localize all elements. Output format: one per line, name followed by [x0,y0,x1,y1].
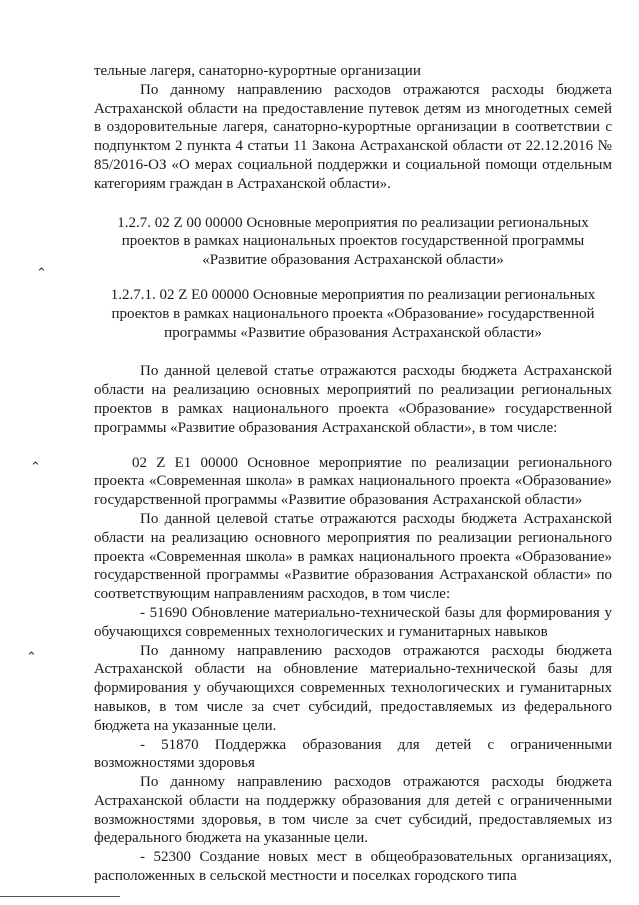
margin-mark-2: ⌃ [30,459,41,474]
paragraph-51690: - 51690 Обновление материально-технической базы для формирования у обучающихся современных технологических и гуманитарных навыков [94,604,612,640]
document-body [94,62,612,886]
section-heading-1-2-7-1: 1.2.7.1. 02 Z E0 00000 Основные мероприятия по реализации региональных проектов в рамках национального проекта «Образование» государственной программы «Развитие образования Астраханской области» [110,286,596,341]
paragraph-modern-school: 02 Z E1 00000 Основное мероприятие по реализации регионального проекта «Современная школа» в рамках национального проекта «Образование» государственной программы «Развитие образования Астраханской области» [94,454,612,509]
paragraph-direction-vouchers: По данному направлению расходов отражаются расходы бюджета Астраханской области на предоставление путевок детям из многодетных семей в оздоровительные лагеря, санаторно-курортные организации в соответствии с подпунктом 2 пункта 4 статьи 11 Закона Астраханской области от 22.12.2016 № 85/2016-ОЗ «О мерах социальной поддержки и социальной помощи отдельным категориям граждан в Астраханской области». [94,81,612,192]
paragraph-51870-description: По данному направлению расходов отражаются расходы бюджета Астраханской области на поддержку образования для детей с ограниченными возможностями здоровья, в том числе за счет субсидий, предоставляемых из федерального бюджета на указанные цели. [94,774,612,847]
paragraph-target-article: По данной целевой статье отражаются расходы бюджета Астраханской области на реализацию основных мероприятий по реализации региональных проектов в рамках национального проекта «Образование» государственной программы «Развитие образования Астраханской области», в том числе: [94,363,612,436]
paragraph-51870: - 51870 Поддержка образования для детей с ограниченными возможностями здоровья [94,736,612,772]
paragraph-continuation: тельные лагеря, санаторно-курортные организации [94,63,421,79]
paragraph-52300: - 52300 Создание новых мест в общеобразовательных организациях, расположенных в сельской местности и поселках городского типа [94,849,612,885]
section-heading-1-2-7: 1.2.7. 02 Z 00 00000 Основные мероприятия по реализации региональных проектов в рамках национальных проектов государственной программы «Развитие образования Астраханской области» [117,214,589,269]
paragraph-modern-school-expenses: По данной целевой статье отражаются расходы бюджета Астраханской области на реализацию основного мероприятия по реализации регионального проекта «Современная школа» в рамках национального проекта «Образование» государственной программы «Развитие образования Астраханской области» по соответствующим направлениям расходов, в том числе: [94,510,612,603]
margin-mark-3: ⌃ [26,649,37,664]
margin-mark-1: ⌃ [36,265,47,280]
footer-divider [0,896,120,897]
paragraph-51690-description: По данному направлению расходов отражаются расходы бюджета Астраханской области на обновление материально-технической базы для формирования у обучающихся современных технологических и гуманитарных навыков, в том числе за счет субсидий, предоставляемых из федерального бюджета на указанные цели. [94,642,612,734]
